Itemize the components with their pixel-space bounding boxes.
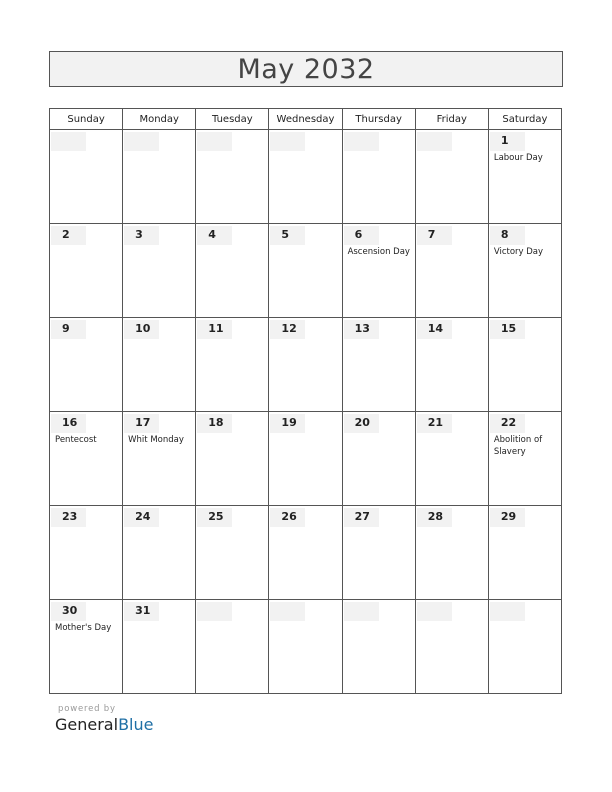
day-number: 21 xyxy=(427,416,444,429)
day-cell[interactable] xyxy=(123,600,196,694)
holiday-label: Pentecost xyxy=(55,435,97,445)
day-number-background xyxy=(124,132,159,151)
day-cell[interactable] xyxy=(196,506,269,600)
day-cell[interactable] xyxy=(123,130,196,224)
day-number: 27 xyxy=(354,510,370,523)
day-cell[interactable] xyxy=(269,130,342,224)
day-number: 3 xyxy=(135,228,143,241)
day-cell[interactable] xyxy=(342,506,415,600)
month-title-banner xyxy=(49,51,563,87)
day-cell[interactable] xyxy=(269,412,342,506)
day-number: 2 xyxy=(62,228,70,241)
day-number: 4 xyxy=(208,228,216,241)
day-cell[interactable] xyxy=(415,224,488,318)
day-number-background xyxy=(417,602,452,621)
day-number: 18 xyxy=(208,416,224,429)
day-number: 7 xyxy=(427,228,436,241)
day-cell[interactable] xyxy=(342,224,415,318)
day-cell[interactable] xyxy=(488,224,561,318)
day-number: 23 xyxy=(62,510,78,523)
day-number: 28 xyxy=(427,510,444,523)
day-cell[interactable] xyxy=(50,506,123,600)
day-cell[interactable] xyxy=(196,412,269,506)
day-number: 19 xyxy=(281,416,297,429)
brand-name-general: General xyxy=(55,715,119,734)
week-row xyxy=(50,412,562,506)
day-cell[interactable] xyxy=(415,506,488,600)
day-number: 31 xyxy=(135,604,151,617)
day-cell[interactable] xyxy=(196,318,269,412)
weekday-header-friday: Friday xyxy=(415,109,488,130)
day-number: 11 xyxy=(208,322,224,335)
day-cell[interactable] xyxy=(196,130,269,224)
day-number: 30 xyxy=(62,604,78,617)
day-cell[interactable] xyxy=(488,318,561,412)
holiday-label: Abolition of Slavery xyxy=(493,435,543,457)
day-number: 9 xyxy=(62,322,70,335)
day-number-background xyxy=(270,132,305,151)
day-number: 20 xyxy=(354,416,370,429)
calendar-body xyxy=(50,130,562,694)
day-number: 15 xyxy=(500,322,517,335)
weekday-header-saturday: Saturday xyxy=(488,109,561,130)
day-cell[interactable] xyxy=(488,412,561,506)
week-row xyxy=(50,224,562,318)
day-number: 5 xyxy=(281,228,290,241)
holiday-label: Whit Monday xyxy=(128,435,184,445)
day-cell[interactable] xyxy=(123,318,196,412)
day-cell[interactable] xyxy=(342,600,415,694)
day-cell[interactable] xyxy=(488,506,561,600)
day-number: 10 xyxy=(135,322,151,335)
day-cell[interactable] xyxy=(488,130,561,224)
holiday-label: Ascension Day xyxy=(347,247,410,257)
day-cell[interactable] xyxy=(269,600,342,694)
month-title: May 2032 xyxy=(237,53,375,85)
day-number-background xyxy=(417,132,452,151)
day-number-background xyxy=(197,132,232,151)
calendar-grid xyxy=(49,108,562,694)
day-number-background xyxy=(197,602,232,621)
day-number: 8 xyxy=(500,228,509,241)
generalblue-logo[interactable] xyxy=(55,715,153,735)
day-number: 17 xyxy=(135,416,151,429)
week-row xyxy=(50,506,562,600)
day-cell[interactable] xyxy=(269,506,342,600)
day-cell[interactable] xyxy=(196,600,269,694)
day-number: 26 xyxy=(281,510,297,523)
day-number: 13 xyxy=(354,322,370,335)
weekday-header-monday: Monday xyxy=(123,109,196,130)
weekday-header-sunday: Sunday xyxy=(50,109,123,130)
day-cell[interactable] xyxy=(123,506,196,600)
powered-by-label: powered by xyxy=(58,704,116,714)
day-number-background xyxy=(344,602,379,621)
day-cell[interactable] xyxy=(196,224,269,318)
day-cell[interactable] xyxy=(415,412,488,506)
day-cell[interactable] xyxy=(269,318,342,412)
week-row xyxy=(50,600,562,694)
day-cell[interactable] xyxy=(415,318,488,412)
day-cell[interactable] xyxy=(415,130,488,224)
day-cell[interactable] xyxy=(342,412,415,506)
week-row xyxy=(50,130,562,224)
weekday-header-tuesday: Tuesday xyxy=(196,109,269,130)
holiday-label: Victory Day xyxy=(493,247,544,257)
day-cell[interactable] xyxy=(50,412,123,506)
day-number-background xyxy=(344,132,379,151)
day-number: 29 xyxy=(500,510,517,523)
day-cell[interactable] xyxy=(415,600,488,694)
day-number: 14 xyxy=(427,322,444,335)
day-cell[interactable] xyxy=(488,600,561,694)
day-number: 16 xyxy=(62,416,78,429)
day-number-background xyxy=(490,602,525,621)
day-number: 22 xyxy=(500,416,517,429)
day-cell[interactable] xyxy=(342,130,415,224)
brand-name-blue: Blue xyxy=(118,715,154,734)
week-row xyxy=(50,318,562,412)
day-number: 12 xyxy=(281,322,297,335)
day-number: 6 xyxy=(354,228,363,241)
day-cell[interactable] xyxy=(269,224,342,318)
day-number-background xyxy=(51,132,86,151)
day-number-background xyxy=(270,602,305,621)
day-number: 24 xyxy=(135,510,151,523)
day-cell[interactable] xyxy=(50,318,123,412)
day-number: 1 xyxy=(500,134,509,147)
day-number: 25 xyxy=(208,510,224,523)
day-cell[interactable] xyxy=(50,224,123,318)
day-cell[interactable] xyxy=(50,130,123,224)
weekday-header-thursday: Thursday xyxy=(342,109,415,130)
day-cell[interactable] xyxy=(123,224,196,318)
weekday-header-row xyxy=(50,109,562,130)
day-cell[interactable] xyxy=(50,600,123,694)
holiday-label: Labour Day xyxy=(493,153,543,163)
holiday-label: Mother's Day xyxy=(55,623,112,633)
day-cell[interactable] xyxy=(123,412,196,506)
day-cell[interactable] xyxy=(342,318,415,412)
weekday-header-wednesday: Wednesday xyxy=(269,109,342,130)
